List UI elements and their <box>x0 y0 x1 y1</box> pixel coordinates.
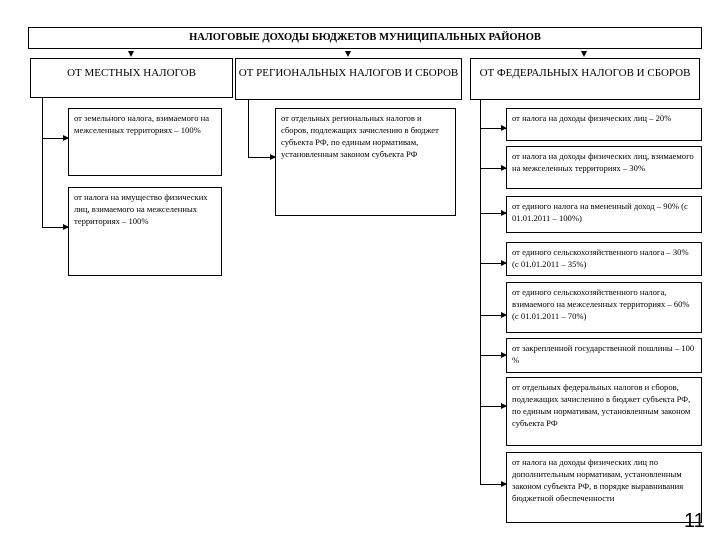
arrow-right-icon <box>248 157 275 158</box>
arrow-right-icon <box>480 263 506 264</box>
arrow-right-icon <box>480 355 506 356</box>
local-item-property-tax: от налога на имущество физических лиц, взимаемого на межселенных территориях – 100% <box>68 187 222 276</box>
arrow-down-icon <box>581 51 587 57</box>
federal-item: от единого сельскохозяйственного налога – 30% (с 01.01.2011 – 35%) <box>506 242 702 276</box>
arrow-right-icon <box>480 213 506 214</box>
arrow-right-icon <box>42 227 68 228</box>
federal-item: от единого налога на вмененный доход – 90% (с 01.01.2011 – 100%) <box>506 196 702 233</box>
header-regional-taxes: ОТ РЕГИОНАЛЬНЫХ НАЛОГОВ И СБОРОВ <box>235 58 462 100</box>
arrow-down-icon <box>128 51 134 57</box>
arrow-right-icon <box>480 128 506 129</box>
arrow-right-icon <box>480 484 506 485</box>
federal-item: от налога на доходы физических лиц, взимаемого на межселенных территориях – 30% <box>506 146 702 189</box>
federal-item: от налога на доходы физических лиц по дополнительным нормативам, установленным законом субъекта РФ, в порядке выравнивания бюджетной обеспеченности <box>506 452 702 523</box>
diagram-title: НАЛОГОВЫЕ ДОХОДЫ БЮДЖЕТОВ МУНИЦИПАЛЬНЫХ РАЙОНОВ <box>28 27 702 49</box>
connector-line <box>42 98 43 228</box>
arrow-right-icon <box>42 138 68 139</box>
regional-item: от отдельных региональных налогов и сборов, подлежащих зачислению в бюджет субъекта РФ, по единым нормативам, установленным законом субъекта РФ <box>275 108 456 216</box>
arrow-right-icon <box>480 315 506 316</box>
federal-item: от закрепленной государственной пошлины – 100 % <box>506 338 702 373</box>
local-item-land-tax: от земельного налога, взимаемого на межселенных территориях – 100% <box>68 108 222 176</box>
federal-item: от единого сельскохозяйственного налога, взимаемого на межселенных территориях – 60% (с 01.01.2011 – 70%) <box>506 282 702 333</box>
header-local-taxes: ОТ МЕСТНЫХ НАЛОГОВ <box>30 58 233 98</box>
arrow-right-icon <box>480 406 506 407</box>
header-federal-taxes: ОТ ФЕДЕРАЛЬНЫХ НАЛОГОВ И СБОРОВ <box>470 58 700 100</box>
federal-item: от налога на доходы физических лиц – 20% <box>506 108 702 141</box>
federal-item: от отдельных федеральных налогов и сборов, подлежащих зачислению в бюджет субъекта РФ, по единым нормативам, установленным законом субъекта РФ <box>506 377 702 446</box>
page-number: 11 <box>684 510 705 532</box>
arrow-down-icon <box>345 51 351 57</box>
connector-line <box>248 100 249 158</box>
arrow-right-icon <box>480 168 506 169</box>
connector-line <box>480 100 481 485</box>
